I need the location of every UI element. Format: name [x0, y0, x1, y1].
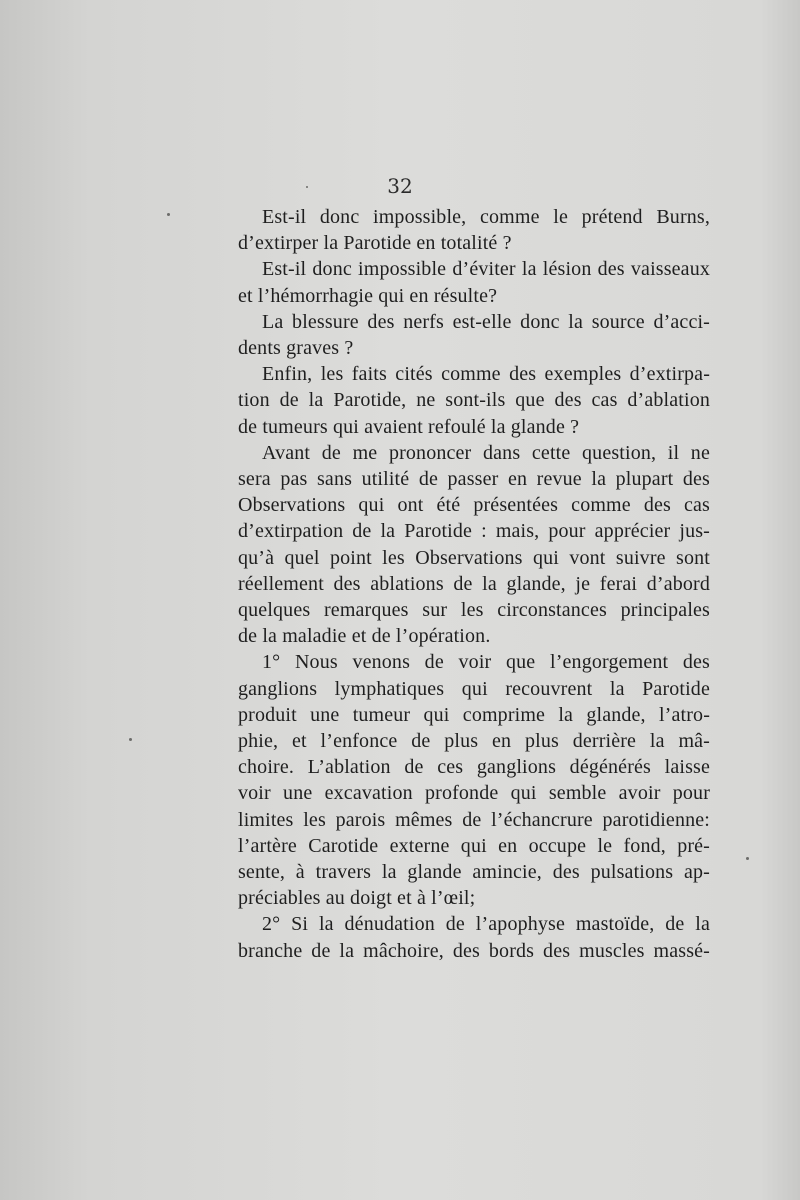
text-line: Enfin, les faits cités comme des exemples d’extirpa- — [262, 363, 710, 386]
page-number: 32 — [387, 174, 413, 198]
text-line: phie, et l’enfonce de plus en plus derrière la mâ- — [238, 730, 710, 753]
text-line: réellement des ablations de la glande, je ferai d’abord — [238, 572, 710, 595]
paper-speck — [167, 213, 170, 216]
text-line: sente, à travers la glande amincie, des pulsations ap- — [238, 861, 710, 884]
text-line: qu’à quel point les Observations qui vont suivre sont — [238, 546, 710, 569]
text-line: l’artère Carotide externe qui en occupe le fond, pré- — [238, 834, 710, 857]
paper-speck — [746, 857, 749, 860]
text-line: tion de la Parotide, ne sont-ils que des cas d’ablation — [238, 389, 710, 412]
text-line: Avant de me prononcer dans cette question, il ne — [262, 441, 710, 464]
text-line: choire. L’ablation de ces ganglions dégénérés laisse — [238, 756, 710, 779]
text-line: d’extirper la Parotide en totalité ? — [238, 232, 512, 255]
text-line: sera pas sans utilité de passer en revue la plupart des — [238, 468, 710, 491]
text-line: branche de la mâchoire, des bords des muscles massé- — [238, 939, 710, 962]
paper-speck — [129, 738, 132, 741]
body-text — [238, 204, 710, 964]
text-line: produit une tumeur qui comprime la glande, l’atro- — [238, 703, 710, 726]
text-line: Est-il donc impossible d’éviter la lésion des vaisseaux — [262, 258, 710, 281]
text-line: 1° Nous venons de voir que l’engorgement des — [262, 651, 710, 674]
text-line: de la maladie et de l’opération. — [238, 625, 491, 648]
text-line: ganglions lymphatiques qui recouvrent la Parotide — [238, 677, 710, 700]
text-line: préciables au doigt et à l’œil; — [238, 887, 476, 910]
text-line: limites les parois mêmes de l’échancrure parotidienne: — [238, 808, 710, 831]
text-line: voir une excavation profonde qui semble avoir pour — [238, 782, 710, 805]
text-line: La blessure des nerfs est-elle donc la source d’acci- — [262, 310, 710, 333]
text-line: et l’hémorrhagie qui en résulte? — [238, 284, 498, 307]
text-line: de tumeurs qui avaient refoulé la glande ? — [238, 415, 580, 438]
text-line: Est-il donc impossible, comme le prétend Burns, — [262, 206, 710, 228]
text-line: quelques remarques sur les circonstances principales — [238, 599, 710, 622]
text-line: dents graves ? — [238, 337, 354, 360]
text-line: d’extirpation de la Parotide : mais, pour apprécier jus- — [238, 520, 710, 543]
paper-speck — [306, 186, 308, 188]
text-line: 2° Si la dénudation de l’apophyse mastoïde, de la — [262, 913, 710, 936]
text-line: Observations qui ont été présentées comme des cas — [238, 494, 710, 517]
